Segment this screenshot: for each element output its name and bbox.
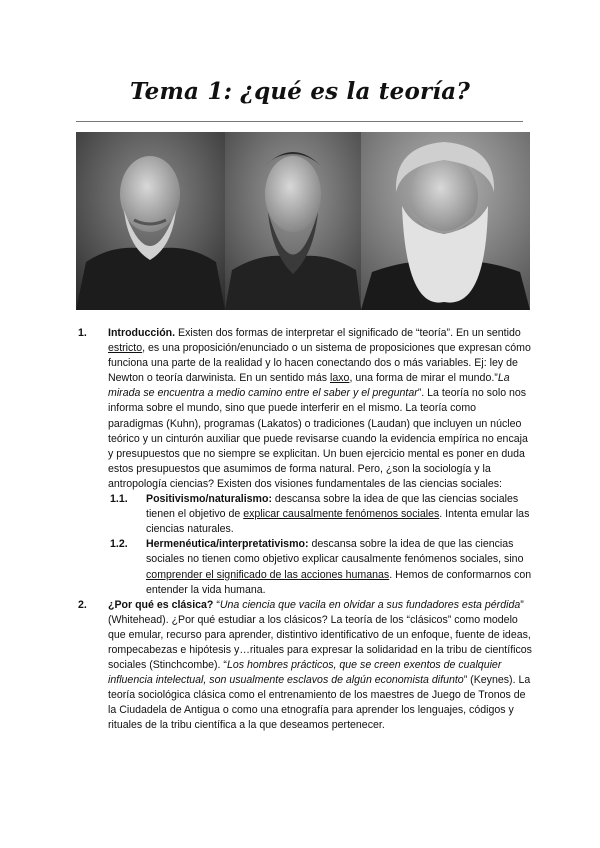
classics-portrait-photo: [76, 132, 530, 310]
title-divider: [76, 121, 523, 122]
subsection-number: 1.2.: [110, 538, 128, 551]
section-por-que-clasica: 2. ¿Por qué es clásica? “Una ciencia que vacila en olvidar a sus fundadores esta pérdida” (Whitehead). ¿Por qué estudiar a los clásicos? La teoría de los “clásicos” como modelo que emular, recurso para aprender, distintivo identificativo de un enfoque, fuente de ideas, rompecabezas e hipótesis y…rituales para expresar la solidaridad en la tribu de científicos sociales (Stinchcombe). “Los hombres prácticos, que se creen exentos de cualquier influencia intelectual, son usualmente esclavos de algún economista difunto” (Keynes). La teoría sociológica clásica como el entrenamiento de los maestres de Juego de Tronos de la Ciudadela de Antigua o como una etnografía para aprender los lenguajes, códigos y rituales de la tribu científica a la que deseamos pertenecer.: [78, 598, 532, 732]
subsection-number: 1.1.: [110, 493, 128, 506]
section-number: 2.: [78, 598, 87, 611]
document-body: [78, 326, 534, 734]
section-number: 1.: [78, 327, 87, 339]
quote-text: Una ciencia que vacila en olvidar a sus fundadores esta pérdida: [219, 598, 521, 611]
subsection-heading: Hermenéutica/interpretativismo:: [146, 538, 309, 551]
subsection-heading: Positivismo/naturalismo:: [146, 493, 272, 506]
subsection-positivismo: 1.1. Positivismo/naturalismo: descansa sobre la idea de que las ciencias sociales tienen el objetivo de explicar causalmente fenómenos sociales. Intenta emular las ciencias naturales.: [110, 493, 530, 536]
section-heading: ¿Por qué es clásica?: [108, 598, 214, 611]
section-introduccion: 1. Introducción. Existen dos formas de interpretar el significado de “teoría”. En un sentido estricto, es una proposición/enunciado o un sistema de proposiciones que expresan cómo funciona una parte de la realidad y lo hacen conectando dos o más variables. Ej: ley de Newton o teoría darwinista. En un sentido más laxo, una forma de mirar el mundo.”La mirada se encuentra a medio camino entre el saber y el preguntar”. La teoría no solo nos informa sobre el mundo, sino que puede interferir en el mismo. La teoría como paradigmas (Kuhn), programas (Lakatos) o tradiciones (Laudan) que incluyen un núcleo teórico y un cinturón auxiliar que puede revisarse cuando la evidencia empírica no encaja y presupuestos que no siempre se explicitan. Un buen ejercicio mental es poner en duda estos presupuestos que asumimos de forma natural. Pero, ¿son la sociología y la antropología ciencias? Existen dos visiones fundamentales de las ciencias sociales: 1.1. Positivismo/naturalismo: descansa sobre la idea de que las ciencias sociales tienen el objetivo de explicar causalmente fenómenos sociales. Intenta emular las ciencias naturales. 1.2. Hermenéutica/interpretativismo: descansa sobre la idea de que las ciencias sociales no tienen como objetivo explicar causalmente fenómenos sociales, sino comprender el significado de las acciones humanas. Hemos de conformarnos con entender la vida humana.: [78, 326, 534, 598]
page-title: Tema 1: ¿qué es la teoría?: [129, 78, 471, 105]
subsection-hermeneutica: 1.2. Hermenéutica/interpretativismo: descansa sobre la idea de que las ciencias sociales no tienen como objetivo explicar causalmente fenómenos sociales, sino comprender el significado de las acciones humanas. Hemos de conformarnos con entender la vida humana.: [110, 538, 532, 596]
quote-text: Los hombres prácticos, que se creen exentos de cualquier influencia intelectual, son usualmente esclavos de algún economista difunto: [108, 659, 502, 687]
quote-text: La mirada se encuentra a medio camino entre el saber y el preguntar: [108, 372, 510, 400]
section-heading: Introducción.: [108, 327, 176, 339]
